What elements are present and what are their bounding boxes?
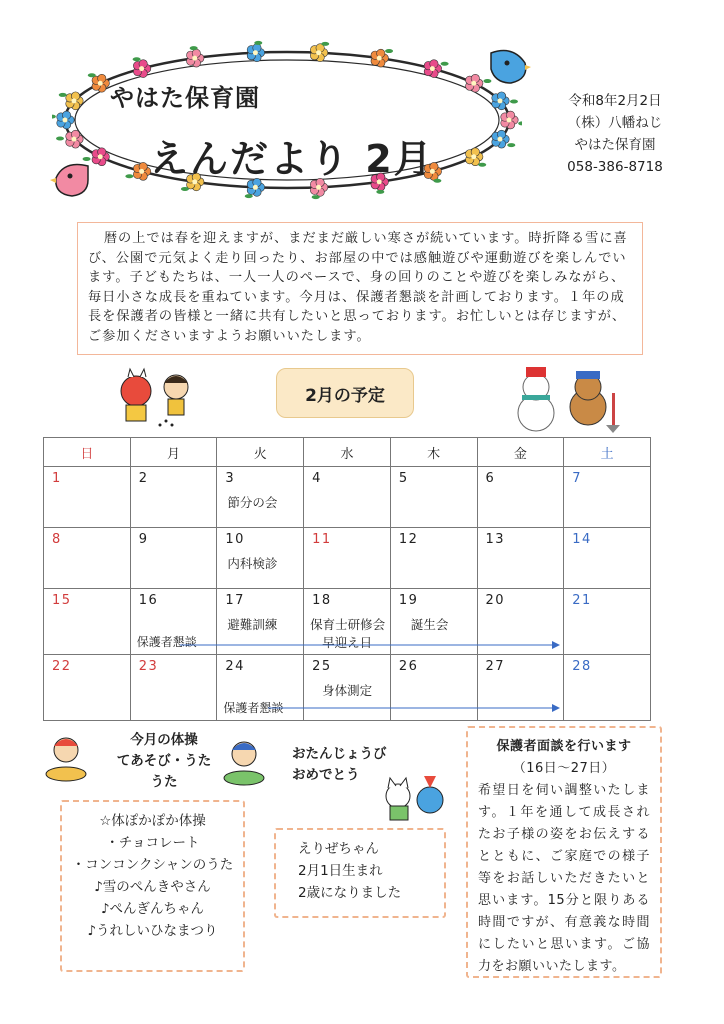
exercise-item: ☆体ぽかぽか体操 bbox=[99, 813, 206, 829]
day-number: 13 bbox=[485, 532, 506, 547]
day-event: 節分の会 bbox=[227, 495, 278, 510]
day-cell bbox=[564, 528, 651, 589]
day-number: 20 bbox=[485, 593, 506, 608]
birthday-born: 2月1日生まれ bbox=[298, 863, 383, 879]
exercise-title-line1: 今月の体操 bbox=[130, 732, 198, 748]
day-cell bbox=[217, 467, 304, 528]
birthday-age: 2歳になりました bbox=[298, 885, 402, 901]
meeting-period: （16日～27日） bbox=[512, 761, 616, 776]
day-number: 23 bbox=[138, 659, 159, 674]
day-number: 14 bbox=[572, 532, 592, 547]
flower-icon bbox=[247, 41, 264, 62]
day-event: 保育士研修会 bbox=[310, 617, 386, 632]
day-number: 4 bbox=[312, 471, 322, 486]
day-number: 2 bbox=[138, 471, 149, 486]
day-cell bbox=[390, 467, 477, 528]
snowman-and-bear-illustration-icon bbox=[502, 363, 622, 435]
day-cell bbox=[477, 528, 564, 589]
meeting-title: 保護者面談を行います bbox=[496, 739, 632, 754]
day-cell bbox=[130, 528, 217, 589]
day-number: 10 bbox=[225, 532, 245, 547]
weekday-thu: 木 bbox=[390, 438, 477, 467]
day-number: 15 bbox=[52, 593, 72, 608]
weekday-sun: 日 bbox=[44, 438, 131, 467]
day-number: 18 bbox=[312, 593, 332, 608]
exercise-item: ♪ぺんぎんちゃん bbox=[100, 901, 205, 917]
sledding-child-right-icon bbox=[220, 734, 270, 788]
company-name: （株）八幡ねじ bbox=[567, 115, 663, 131]
day-event-secondary: 早迎え日 bbox=[322, 635, 373, 650]
calendar-header-row bbox=[44, 438, 651, 467]
day-cell bbox=[304, 528, 391, 589]
day-number: 8 bbox=[52, 532, 62, 547]
day-cell bbox=[304, 467, 391, 528]
day-number: 7 bbox=[572, 471, 582, 486]
nursery-label: やはた保育園 bbox=[574, 137, 656, 153]
nursery-name: やはた保育園 bbox=[110, 84, 260, 112]
blue-bird-icon bbox=[485, 45, 531, 89]
day-cell bbox=[44, 655, 131, 721]
header-info bbox=[535, 90, 695, 178]
exercise-item: ・チョコレート bbox=[105, 835, 200, 851]
oni-and-child-illustration-icon bbox=[108, 365, 200, 429]
day-number: 17 bbox=[225, 593, 245, 608]
flower-icon bbox=[492, 130, 516, 148]
flower-icon bbox=[52, 111, 74, 129]
flower-icon bbox=[501, 111, 522, 129]
flower-icon bbox=[187, 46, 204, 67]
calendar-week-1 bbox=[44, 467, 651, 528]
flower-icon bbox=[371, 49, 393, 67]
issue-date: 令和8年2月2日 bbox=[568, 93, 662, 109]
day-event: 身体測定 bbox=[322, 683, 373, 698]
day-number: 26 bbox=[398, 659, 419, 674]
schedule-label: 2月の予定 bbox=[276, 368, 414, 418]
day-event: 避難訓練 bbox=[227, 617, 278, 632]
day-number: 16 bbox=[138, 593, 159, 608]
newsletter-title: えんだより 2月 bbox=[150, 137, 434, 181]
cat-and-bird-celebration-icon bbox=[378, 770, 450, 822]
weekday-mon: 月 bbox=[130, 438, 217, 467]
day-number: 19 bbox=[398, 593, 419, 608]
sledding-child-left-icon bbox=[42, 730, 92, 784]
flower-icon bbox=[492, 92, 518, 110]
calendar-week-2 bbox=[44, 528, 651, 589]
day-number: 3 bbox=[225, 471, 236, 486]
day-number: 21 bbox=[572, 593, 592, 608]
day-cell bbox=[564, 467, 651, 528]
exercise-title bbox=[104, 730, 224, 793]
day-cell bbox=[564, 589, 651, 655]
day-event: 内科検診 bbox=[227, 556, 278, 571]
birthday-title bbox=[292, 744, 387, 786]
weekday-tue: 火 bbox=[217, 438, 304, 467]
birthday-title-line1: おたんじょうび bbox=[292, 746, 387, 762]
day-number: 11 bbox=[312, 532, 332, 547]
flower-icon bbox=[125, 162, 150, 180]
meeting-body: 希望日を伺い調整いたします。１年を通して成長されたお子様の姿をお伝えするとともに、ご家庭での様子等をお話しいただきたいと思います。15分と限りある時間ですが、有意義な時間にしたいと思います。ご協力をお願いいたします。 bbox=[478, 783, 650, 974]
exercise-item: ♪雪のぺんきやさん bbox=[94, 879, 211, 895]
day-cell bbox=[564, 655, 651, 721]
exercise-item: ・コンコンクシャンのうた bbox=[71, 857, 234, 873]
flower-icon bbox=[424, 60, 448, 78]
day-number: 24 bbox=[225, 659, 245, 674]
birthday-card bbox=[274, 828, 446, 918]
phone-number: 058-386-8718 bbox=[567, 159, 663, 175]
day-cell bbox=[44, 467, 131, 528]
flower-icon bbox=[310, 42, 329, 62]
exercise-title-line3: うた bbox=[150, 774, 178, 790]
weekday-wed: 水 bbox=[304, 438, 391, 467]
day-cell bbox=[390, 528, 477, 589]
day-number: 6 bbox=[485, 471, 496, 486]
day-number: 1 bbox=[52, 471, 62, 486]
day-number: 12 bbox=[398, 532, 419, 547]
day-number: 22 bbox=[52, 659, 72, 674]
exercise-list bbox=[60, 800, 245, 972]
exercise-title-line2: てあそび・うた bbox=[116, 753, 212, 769]
day-cell bbox=[44, 589, 131, 655]
day-cell bbox=[130, 467, 217, 528]
parent-meeting-note: 保護者懇談 bbox=[223, 701, 284, 715]
day-number: 27 bbox=[485, 659, 506, 674]
day-cell bbox=[477, 467, 564, 528]
parent-meeting-note: 保護者懇談 bbox=[136, 635, 197, 649]
day-event: 誕生会 bbox=[410, 617, 449, 632]
day-number: 9 bbox=[138, 532, 149, 547]
flower-icon bbox=[56, 130, 83, 148]
day-number: 25 bbox=[312, 659, 332, 674]
meeting-period-arrows bbox=[170, 636, 570, 716]
exercise-item: ♪うれしいひなまつり bbox=[87, 923, 218, 939]
day-cell bbox=[217, 528, 304, 589]
weekday-sat: 土 bbox=[564, 438, 651, 467]
birthday-name: えりぜちゃん bbox=[298, 841, 379, 857]
parent-meeting-notice bbox=[466, 726, 662, 978]
day-cell bbox=[44, 528, 131, 589]
birthday-title-line2: おめでとう bbox=[292, 767, 360, 783]
pink-bird-icon bbox=[50, 160, 94, 200]
day-number: 28 bbox=[572, 659, 592, 674]
day-number: 5 bbox=[398, 471, 409, 486]
intro-message: 暦の上では春を迎えますが、まだまだ厳しい寒さが続いています。時折降る雪に喜び、公園で元気よく走り回ったり、お部屋の中では感触遊びや運動遊びを楽しんでいます。子どもたちは、一人一人のペースで、身の回りのことや遊びを楽しみながら、毎日小さな成長を重ねています。今月は、保護者懇談を計画しております。１年の成長を保護者の皆様と一緒に共有したいと思っております。お忙しいとは存じますが、ご参加くださいますようお願いいたします。 bbox=[77, 222, 643, 355]
flower-icon bbox=[59, 92, 83, 110]
weekday-fri: 金 bbox=[477, 438, 564, 467]
